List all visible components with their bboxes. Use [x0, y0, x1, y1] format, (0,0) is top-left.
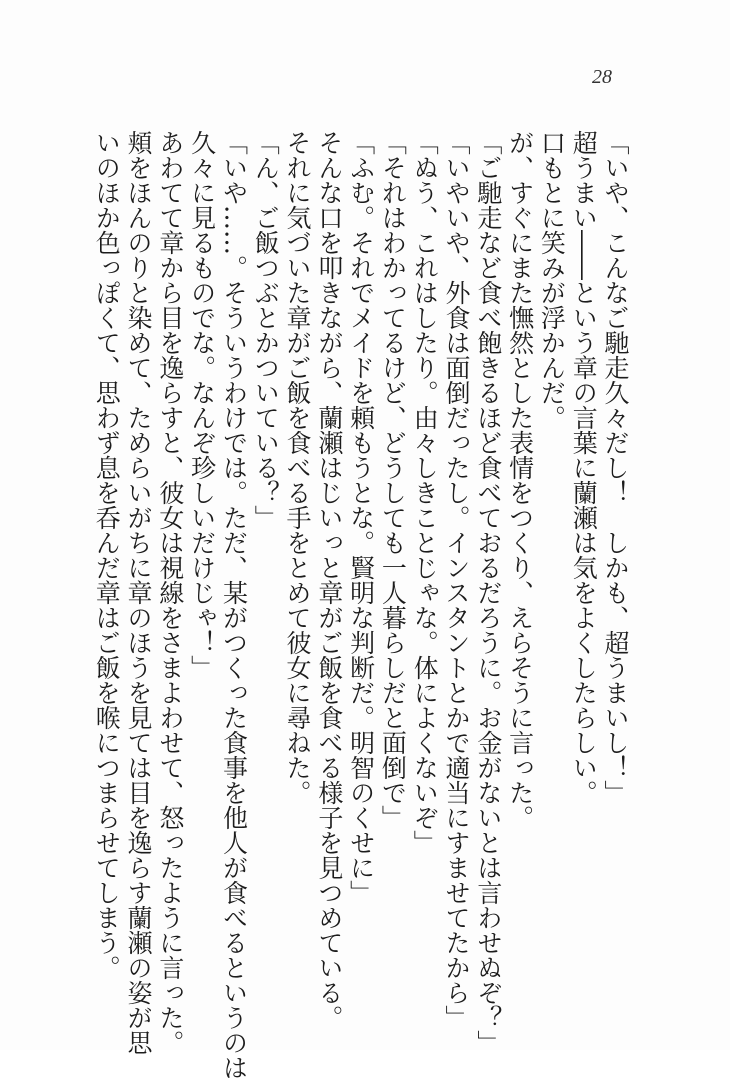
text-line: 「いや、こんなご馳走久々だし！ しかも、超うまいし！」 [601, 130, 630, 805]
text-line: 「いやいや、外食は面倒だったし。インスタントとかで適当にすませてたから」 [442, 130, 472, 1030]
text-line: 「ご馳走など食べ飽きるほど食べておるだろうに。お金がないとは言わせぬぞ？」 [473, 130, 503, 1055]
text-line: 「ふむ。それでメイドを頼もうとな。賢明な判断だ。明智のくせに」 [346, 130, 376, 905]
text-line: 「いや……。そういうわけでは。ただ、某がつくった食事を他人が食べるというのは [219, 130, 249, 1080]
text-line: あわてて章から目を逸らすと、彼女は視線をさまよわせて、怒ったように言った。 [155, 130, 185, 1055]
text-line: が、すぐにまた憮然とした表情をつくり、えらそうに言った。 [505, 130, 535, 830]
text-line: 「それはわかってるけど、どうしても一人暮らしだと面倒で」 [378, 130, 408, 830]
text-line: いのほか色っぽくて、思わず息を呑んだ章はご飯を喉につまらせてしまう。 [92, 130, 122, 980]
text-line: 頬をほんのりと染めて、ためらいがちに章のほうを見ては目を逸らす蘭瀬の姿が思 [124, 130, 154, 1055]
text-line: 「ん、ご飯つぶとかついている？」 [251, 130, 281, 530]
page-number: 28 [592, 66, 612, 88]
text-line: 口もとに笑みが浮かんだ。 [537, 130, 567, 430]
text-line: 久々に見るものでな。なんぞ珍しいだけじゃ！」 [187, 130, 217, 680]
body-text [90, 130, 631, 1080]
text-line: それに気づいた章がご飯を食べる手をとめて彼女に尋ねた。 [283, 130, 313, 805]
text-line: 「ぬう、これはしたり。由々しきことじゃな。体によくないぞ」 [410, 130, 440, 855]
text-line: 超うまい――という章の言葉に蘭瀬は気をよくしたらしい。 [569, 130, 599, 805]
text-line: そんな口を叩きながら、蘭瀬はじいっと章がご飯を食べる様子を見つめている。 [314, 130, 344, 1030]
